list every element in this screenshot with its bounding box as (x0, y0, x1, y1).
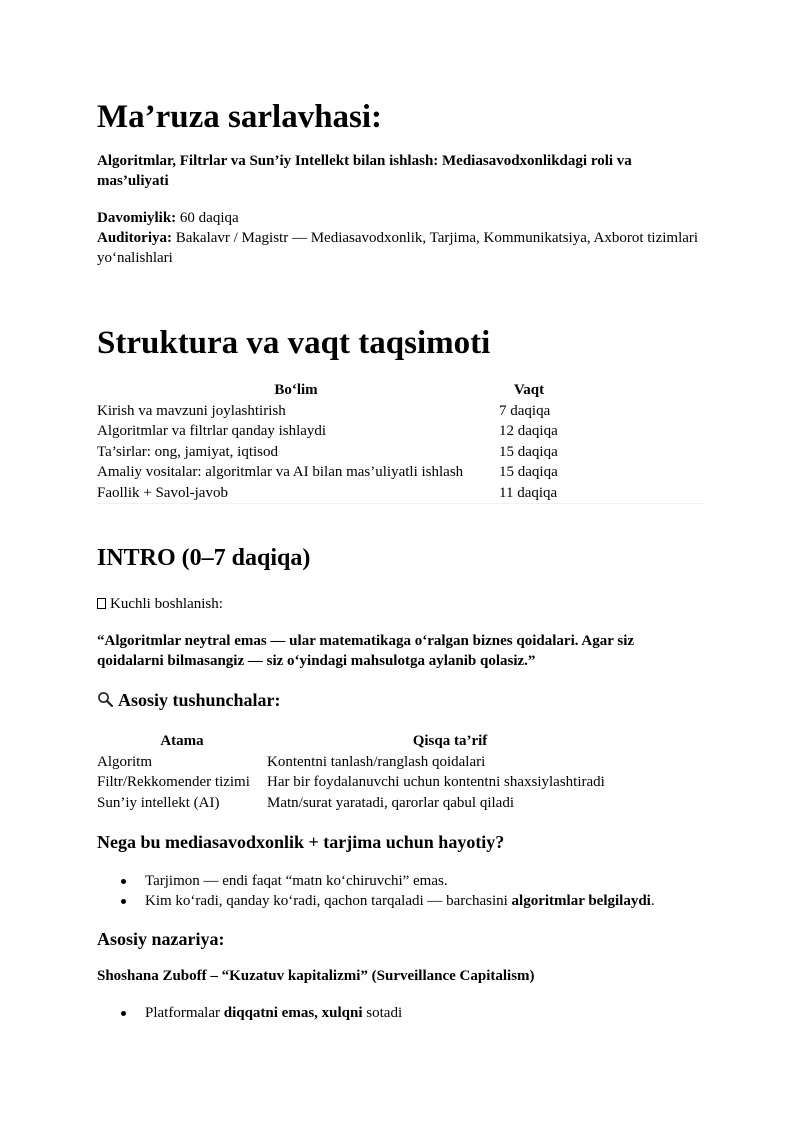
audience-label: Auditoriya: (97, 230, 172, 246)
duration-value: 60 daqiqa (176, 210, 239, 226)
table-cell: Algoritm (97, 753, 152, 770)
table-header-row (97, 731, 633, 752)
table-header-term: Atama (160, 733, 204, 749)
magnifier-icon (97, 690, 114, 714)
table-row (97, 483, 563, 504)
intro-quote: “Algoritmlar neytral emas — ular matematikaga o‘ralgan biznes qoidalari. Agar siz qoidalarni bilmasangiz — siz o‘yindagi mahsulotga aylanib qolasiz.” (97, 633, 635, 669)
structure-table (97, 380, 563, 503)
table-row (97, 462, 563, 483)
table-cell: Kirish va mavzuni joylashtirish (97, 402, 286, 419)
table-header-time: Vaqt (513, 382, 545, 398)
concepts-heading: Asosiy tushunchalar: (118, 690, 281, 710)
table-cell: Matn/surat yaratadi, qarorlar qabul qiladi (267, 794, 514, 811)
list-item-text: Kim ko‘radi, qanday ko‘radi, qachon tarqaladi — barchasini (145, 893, 512, 909)
table-header-row (97, 380, 563, 401)
table-header-definition: Qisqa ta’rif (412, 733, 488, 749)
table-cell: Algoritmlar va filtrlar qanday ishlaydi (97, 423, 327, 439)
concepts-heading-line (97, 688, 281, 714)
table-row (97, 401, 563, 422)
table-cell: 7 daqiqa (499, 402, 551, 419)
list-item-text: Platformalar (145, 1005, 224, 1021)
theory-list (97, 1003, 717, 1023)
table-cell: 15 daqiqa (499, 464, 558, 480)
structure-heading: Struktura va vaqt taqsimoti (97, 325, 491, 361)
duration-label: Davomiylik: (97, 210, 177, 226)
missing-glyph-icon (97, 598, 106, 609)
list-item-emphasis: diqqatni emas, xulqni (223, 1005, 363, 1021)
table-cell: Har bir foydalanuvchi uchun kontentni shaxsiylashtiradi (267, 774, 605, 790)
concepts-table (97, 731, 633, 813)
table-row (97, 752, 633, 773)
list-item-emphasis: algoritmlar belgilaydi (511, 893, 651, 909)
audience-value: Bakalavr / Magistr — Mediasavodxonlik, Tarjima, Kommunikatsiya, Axborot tizimlari yo‘nalishlari (97, 230, 699, 266)
theory-subheading: Shoshana Zuboff – “Kuzatuv kapitalizmi” (Surveillance Capitalism) (97, 968, 535, 984)
list-item-tail: sotadi (362, 1005, 403, 1021)
duration-line (97, 208, 707, 228)
table-row (97, 442, 563, 463)
why-list (97, 871, 717, 911)
table-cell: 11 daqiqa (499, 484, 558, 501)
list-item-text: Tarjimon — endi faqat “matn ko‘chiruvchi” emas. (145, 873, 448, 889)
table-row (97, 421, 563, 442)
table-cell: Kontentni tanlash/ranglash qoidalari (267, 753, 486, 770)
meta-block (97, 208, 707, 268)
document-title: Ma’ruza sarlavhasi: (97, 99, 383, 135)
intro-heading: INTRO (0–7 daqiqa) (97, 545, 311, 571)
theory-heading: Asosiy nazariya: (97, 929, 225, 949)
list-item (97, 891, 717, 911)
table-cell: Ta’sirlar: ong, jamiyat, iqtisod (97, 443, 279, 460)
table-cell: 15 daqiqa (499, 443, 558, 460)
table-row (97, 772, 633, 793)
table-cell: 12 daqiqa (499, 423, 558, 439)
table-divider (97, 503, 705, 504)
list-item-tail: . (650, 893, 655, 909)
table-cell: Faollik + Savol-javob (97, 484, 228, 501)
table-cell: Amaliy vositalar: algoritmlar va AI bilan mas’uliyatli ishlash (97, 464, 464, 480)
hook-line (97, 594, 223, 614)
list-item (97, 871, 717, 891)
table-cell: Filtr/Rekkomender tizimi (97, 774, 250, 790)
table-row (97, 793, 633, 814)
why-heading: Nega bu mediasavodxonlik + tarjima uchun hayotiy? (97, 832, 505, 852)
table-header-section: Bo‘lim (274, 382, 318, 398)
lecture-subtitle: Algoritmlar, Filtrlar va Sun’iy Intellekt bilan ishlash: Mediasavodxonlikdagi roli va mas’uliyati (97, 153, 632, 189)
table-cell: Sun’iy intellekt (AI) (97, 794, 220, 811)
list-item (97, 1003, 717, 1023)
hook-label: Kuchli boshlanish: (110, 596, 223, 612)
audience-line (97, 228, 707, 268)
